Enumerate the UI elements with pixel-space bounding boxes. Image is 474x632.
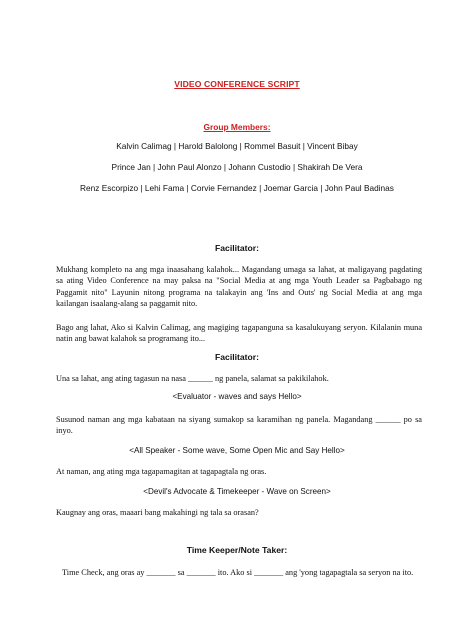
facilitator-heading-2: Facilitator: [215,352,259,362]
document-title: VIDEO CONFERENCE SCRIPT [174,79,300,89]
speakers-intro-paragraph: Susunod naman ang mga kabataan na siyang sumakop sa karamihan ng panela. Magandang ______ po sa inyo. [56,415,422,436]
evaluator-intro-paragraph: Una sa lahat, ang ating tagasun na nasa ______ ng panela, salamat sa pakikilahok. [56,374,329,383]
timekeeper-heading: Time Keeper/Note Taker: [186,545,288,555]
facilitator-heading-1: Facilitator: [215,243,259,253]
facilitator-self-intro-paragraph: Bago ang lahat, Ako si Kalvin Calimag, ang magiging tagapanguna sa kasalukuyang seryon. Kilalanin muna natin ang bawat kalahok sa programang ito... [56,323,422,344]
members-line-1: Kalvin Calimag | Harold Balolong | Rommel Basuit | Vincent Bibay [116,141,358,151]
time-check-paragraph: Time Check, ang oras ay _______ sa _______ ito. Ako si _______ ang 'yong tagapagtala sa seryon na ito. [62,568,414,577]
group-members-heading: Group Members: [203,122,271,132]
all-speaker-cue: <All Speaker - Some wave, Some Open Mic and Say Hello> [129,446,345,455]
evaluator-cue: <Evaluator - waves and says Hello> [172,392,302,401]
time-request-paragraph: Kaugnay ang oras, maaari bang makahingi ng tala sa orasan? [56,508,259,517]
moderators-intro-paragraph: At naman, ang ating mga tagapamagitan at tagapagtala ng oras. [56,467,267,476]
devils-advocate-timekeeper-cue: <Devil's Advocate & Timekeeper - Wave on Screen> [143,487,331,496]
facilitator-intro-paragraph: Mukhang kompleto na ang mga inaasahang kalahok... Magandang umaga sa lahat, at maligayang pagdating sa ating Video Conference na may paksa na "Social Media at ang mga Youth Leader sa Pagbabago ng Paggamit nito" Layunin nitong programa na talakayin ang 'Ins and Outs' ng Social Media at ang mga kailangan isaalang-alang sa paggamit nito. [56,265,422,309]
members-line-3: Renz Escorpizo | Lehi Fama | Corvie Fernandez | Joemar Garcia | John Paul Badinas [80,183,394,193]
members-line-2: Prince Jan | John Paul Alonzo | Johann Custodio | Shakirah De Vera [111,162,363,172]
